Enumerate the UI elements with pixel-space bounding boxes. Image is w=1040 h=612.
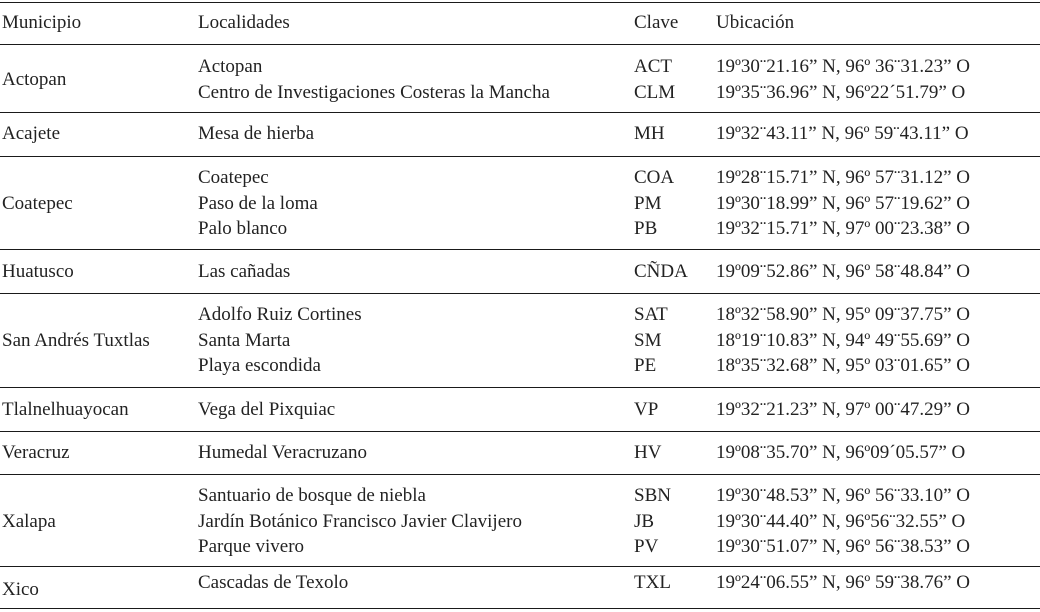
- localidad-cell: Vega del Pixquiac: [198, 399, 336, 420]
- localidad-cell: Parque vivero: [198, 536, 305, 557]
- ubicacion-cell: 18º19¨10.83” N, 94º 49¨55.69” O: [716, 329, 970, 351]
- clave-cell: VP: [634, 399, 659, 420]
- ubicacion-cell: 19º28¨15.71” N, 96º 57¨31.12” O: [716, 167, 970, 188]
- ubicacion-cell: 19º32¨15.71” N, 97º 00¨23.38” O: [716, 218, 970, 239]
- municipio-cell: Actopan: [2, 68, 67, 90]
- clave-cell: COA: [634, 167, 675, 188]
- ubicacion-cell: 19º30¨21.16” N, 96º 36¨31.23” O: [716, 56, 970, 77]
- ubicacion-cell: 19º08¨35.70” N, 96º09´05.57” O: [716, 442, 966, 463]
- row-divider: [0, 156, 1040, 157]
- row-divider: [0, 293, 1040, 294]
- ubicacion-cell: 19º30¨18.99” N, 96º 57¨19.62” O: [716, 192, 970, 214]
- clave-cell: TXL: [634, 572, 671, 593]
- localidad-cell: Cascadas de Texolo: [198, 572, 349, 593]
- row-divider: [0, 566, 1040, 567]
- ubicacion-cell: 18º35¨32.68” N, 95º 03¨01.65” O: [716, 355, 970, 376]
- ubicacion-cell: 18º32¨58.90” N, 95º 09¨37.75” O: [716, 304, 970, 325]
- ubicacion-cell: 19º30¨44.40” N, 96º56¨32.55” O: [716, 510, 966, 532]
- ubicacion-cell: 19º32¨21.23” N, 97º 00¨47.29” O: [716, 399, 970, 420]
- municipio-cell: Acajete: [2, 123, 61, 144]
- clave-cell: SM: [634, 329, 662, 351]
- localidad-cell: Playa escondida: [198, 355, 321, 376]
- municipio-cell: Xico: [2, 579, 39, 600]
- municipio-cell: Veracruz: [2, 442, 70, 463]
- localidad-cell: Coatepec: [198, 167, 269, 188]
- header-municipio: Municipio: [2, 12, 82, 33]
- municipio-cell: San Andrés Tuxtlas: [2, 329, 150, 351]
- clave-cell: CÑDA: [634, 261, 688, 282]
- ubicacion-cell: 19º32¨43.11” N, 96º 59¨43.11” O: [716, 123, 969, 144]
- row-divider: [0, 112, 1040, 113]
- localidad-cell: Santa Marta: [198, 329, 291, 351]
- ubicacion-cell: 19º30¨51.07” N, 96º 56¨38.53” O: [716, 536, 970, 557]
- header-bottom-rule: [0, 44, 1040, 45]
- ubicacion-cell: 19º30¨48.53” N, 96º 56¨33.10” O: [716, 485, 970, 506]
- header-ubicacion: Ubicación: [716, 12, 795, 33]
- table-top-rule: [0, 2, 1040, 3]
- localidad-cell: Actopan: [198, 56, 263, 77]
- municipio-cell: Huatusco: [2, 261, 74, 282]
- localidad-cell: Las cañadas: [198, 261, 291, 282]
- municipio-cell: Coatepec: [2, 192, 73, 214]
- clave-cell: PV: [634, 536, 659, 557]
- header-clave: Clave: [634, 12, 679, 33]
- clave-cell: CLM: [634, 81, 676, 103]
- localidad-cell: Humedal Veracruzano: [198, 442, 367, 463]
- localidad-cell: Palo blanco: [198, 218, 288, 239]
- clave-cell: MH: [634, 123, 665, 144]
- row-divider: [0, 249, 1040, 250]
- localidad-cell: Mesa de hierba: [198, 123, 315, 144]
- municipio-cell: Tlalnelhuayocan: [2, 399, 129, 420]
- clave-cell: JB: [634, 510, 655, 532]
- clave-cell: PE: [634, 355, 657, 376]
- localidad-cell: Santuario de bosque de niebla: [198, 485, 426, 506]
- clave-cell: ACT: [634, 56, 672, 77]
- row-divider: [0, 474, 1040, 475]
- ubicacion-cell: 19º35¨36.96” N, 96º22´51.79” O: [716, 81, 966, 103]
- clave-cell: PB: [634, 218, 658, 239]
- ubicacion-cell: 19º09¨52.86” N, 96º 58¨48.84” O: [716, 261, 970, 282]
- clave-cell: SAT: [634, 304, 668, 325]
- localidad-cell: Adolfo Ruiz Cortines: [198, 304, 362, 325]
- localidad-cell: Jardín Botánico Francisco Javier Clavijero: [198, 510, 522, 532]
- municipio-cell: Xalapa: [2, 510, 56, 532]
- clave-cell: PM: [634, 192, 662, 214]
- localidad-cell: Paso de la loma: [198, 192, 318, 214]
- localidad-cell: Centro de Investigaciones Costeras la Mancha: [198, 81, 550, 103]
- row-divider: [0, 431, 1040, 432]
- clave-cell: SBN: [634, 485, 671, 506]
- table-bottom-rule: [0, 608, 1040, 609]
- row-divider: [0, 387, 1040, 388]
- ubicacion-cell: 19º24¨06.55” N, 96º 59¨38.76” O: [716, 572, 970, 593]
- clave-cell: HV: [634, 442, 662, 463]
- header-localidades: Localidades: [198, 12, 290, 33]
